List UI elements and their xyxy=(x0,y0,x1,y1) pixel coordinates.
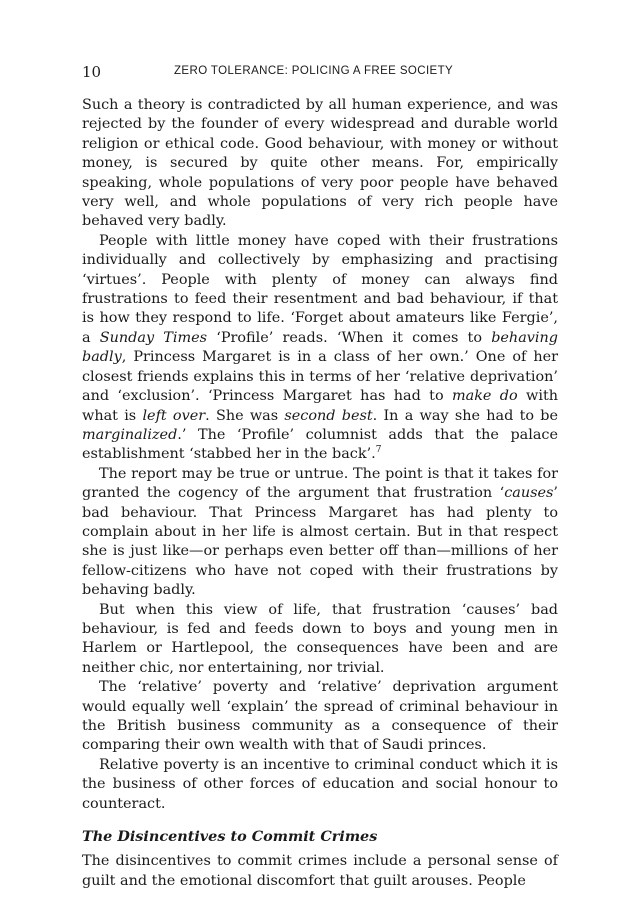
running-head xyxy=(82,63,558,85)
text-run: .’ The ‘Profile’ columnist adds that the palace establishment ‘stabbed her in the back’. xyxy=(82,426,558,463)
text-run: People with little money have coped with their frustrations individually and collectively by emphasizing and practising ‘virtues’. People with plenty of money can always find frustrations to feed their resentment and bad behaviour, if that is how they respond to life. ‘Forget about amateurs like Fergie’, a xyxy=(82,232,558,346)
text-run: . In a way she had to be xyxy=(372,407,558,424)
italic-run: left over xyxy=(142,407,206,424)
italic-run: causes xyxy=(504,485,554,502)
text-run: . She was xyxy=(205,407,285,424)
paragraph-1: Such a theory is contradicted by all human experience, and was rejected by the founder of every widespread and durable world religion or ethical code. Good behaviour, with money or without money, is secured by quite other means. For, empirically speaking, whole populations of very poor people have behaved very well, and whole populations of very rich people have behaved very badly. xyxy=(82,97,558,230)
running-title: ZERO TOLERANCE: POLICING A FREE SOCIETY xyxy=(174,65,454,77)
text-run: The report may be true or untrue. The point is that it takes for granted the cogency of the argument that frustration ‘ xyxy=(82,465,558,502)
italic-run: behaving badly xyxy=(82,329,558,366)
paragraph-3 xyxy=(82,465,558,601)
paragraph-5: The ‘relative’ poverty and ‘relative’ deprivation argument would equally well ‘explain’ the spread of criminal behaviour in the British business community as a consequence of their comparing their own wealth with that of Saudi princes. xyxy=(82,679,558,754)
italic-run: Sunday Times xyxy=(99,329,208,346)
text-run: ‘Profile’ reads. ‘When it comes to xyxy=(207,329,492,346)
section-heading: The Disincentives to Commit Crimes xyxy=(82,828,378,846)
body-text xyxy=(82,96,558,891)
italic-run: second best xyxy=(284,407,373,424)
text-run: with what is xyxy=(82,388,559,424)
paragraph-7: The disincentives to commit crimes include a personal sense of guilt and the emotional discomfort that guilt arouses. People xyxy=(82,853,558,889)
paragraph-6: Relative poverty is an incentive to criminal conduct which it is the business of other forces of education and social honour to counteract. xyxy=(82,756,558,812)
page-number: 10 xyxy=(82,63,102,81)
paragraph-4: But when this view of life, that frustration ‘causes’ bad behaviour, is fed and feeds down to boys and young men in Harlem or Hartlepool, the consequences have been and are neither chic, nor entertaining, nor trivial. xyxy=(82,601,558,676)
text-run: ’ bad behaviour. That Princess Margaret has had plenty to complain about in her life is almost certain. But in that respect she is just like—or perhaps even better off than—millions of her fellow-citizens who have not coped with their frustrations by behaving badly. xyxy=(82,485,558,599)
paragraph-2 xyxy=(82,232,558,465)
italic-run: make do xyxy=(451,388,518,405)
footnote-marker[interactable]: 7 xyxy=(375,445,382,456)
italic-run: marginalized xyxy=(82,426,178,443)
text-run: , Princess Margaret is in a class of her own.’ One of her closest friends explains this in terms of her ‘relative deprivation’ and ‘exclusion’. ‘Princess Margaret has had to xyxy=(82,349,558,405)
